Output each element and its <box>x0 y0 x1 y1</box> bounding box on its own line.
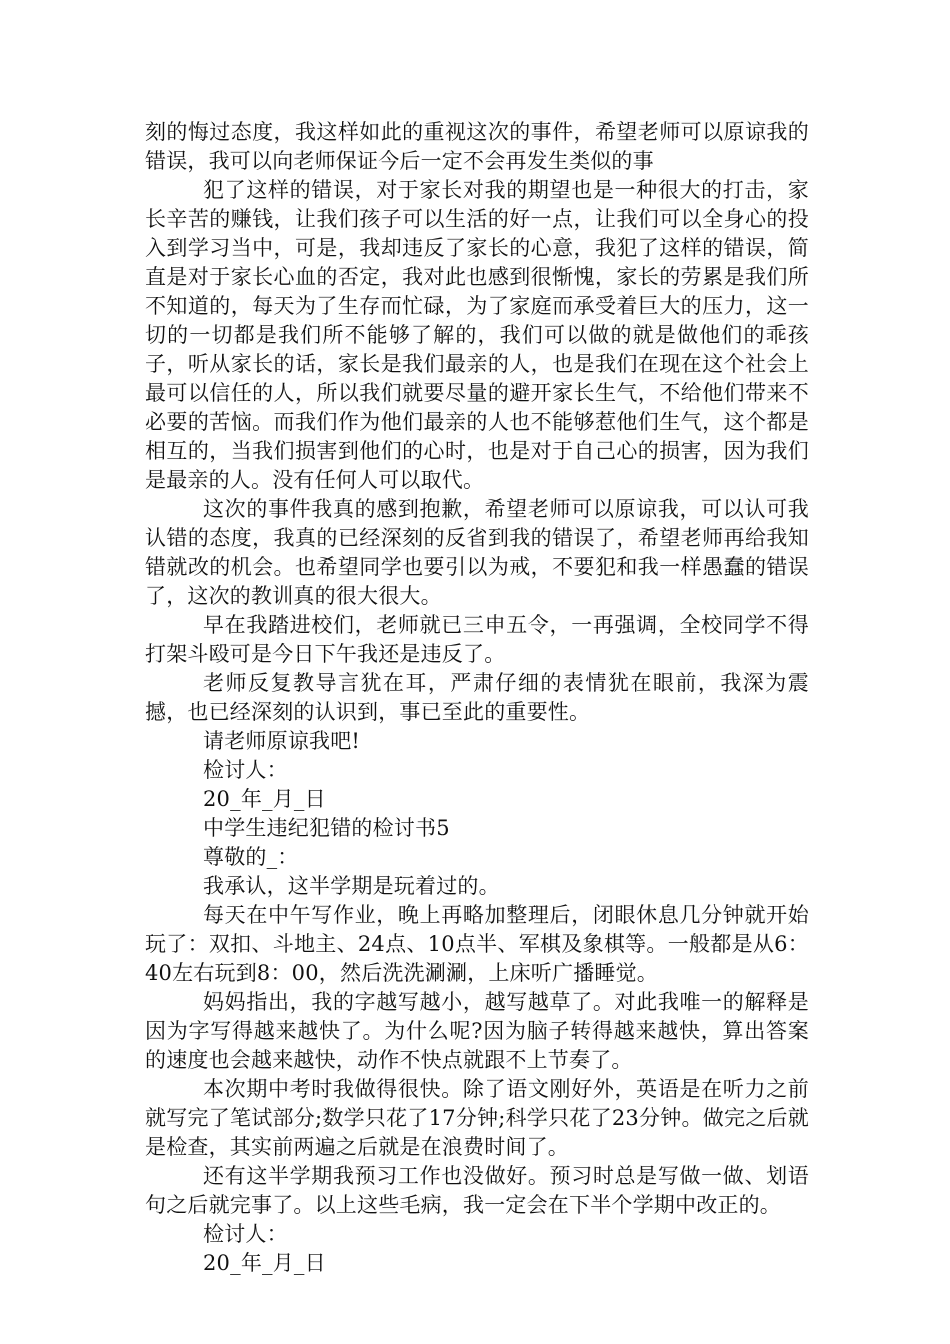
section-title: 中学生违纪犯错的检讨书5 <box>203 816 450 840</box>
paragraph-10: 还有这半学期我预习工作也没做好。预习时总是写做一做、划语句之后就完事了。以上这些毛病，我一定会在下半个学期中改正的。 <box>145 1164 809 1217</box>
paragraph-1: 刻的悔过态度，我这样如此的重视这次的事件，希望老师可以原谅我的错误，我可以向老师保证今后一定不会再发生类似的事 <box>145 120 809 173</box>
apology-line: 请老师原谅我吧! <box>203 729 361 753</box>
date-line: 20_年_月_日 <box>203 787 326 811</box>
paragraph-6: 我承认，这半学期是玩着过的。 <box>203 874 500 898</box>
paragraph-7: 每天在中午写作业，晚上再略加整理后，闭眼休息几分钟就开始玩了：双扣、斗地主、24点、10点半、军棋及象棋等。一般都是从6：40左右玩到8：00，然后洗洗涮涮，上床听广播睡觉。 <box>145 903 809 985</box>
paragraph-2: 犯了这样的错误，对于家长对我的期望也是一种很大的打击，家长辛苦的赚钱，让我们孩子可以生活的好一点，让我们可以全身心的投入到学习当中，可是，我却违反了家长的心意，我犯了这样的错误，简直是对于家长心血的否定，我对此也感到很惭愧，家长的劳累是我们所不知道的，每天为了生存而忙碌，为了家庭而承受着巨大的压力，这一切的一切都是我们所不能够了解的，我们可以做的就是做他们的乖孩子，听从家长的话，家长是我们最亲的人，也是我们在现在这个社会上最可以信任的人，所以我们就要尽量的避开家长生气，不给他们带来不必要的苦恼。而我们作为他们最亲的人也不能够惹他们生气，这个都是相互的，当我们损害到他们的心时，也是对于自己心的损害，因为我们是最亲的人。没有任何人可以取代。 <box>145 178 809 492</box>
salutation: 尊敬的_： <box>203 845 299 869</box>
signature-label: 检讨人： <box>203 758 288 782</box>
signature-label-2: 检讨人： <box>203 1222 288 1246</box>
paragraph-4: 早在我踏进校们，老师就已三申五令，一再强调，全校同学不得打架斗殴可是今日下午我还是违反了。 <box>145 613 809 666</box>
paragraph-5: 老师反复教导言犹在耳，严肃仔细的表情犹在眼前，我深为震撼，也已经深刻的认识到，事已至此的重要性。 <box>145 671 809 724</box>
date-line-2: 20_年_月_日 <box>203 1251 326 1275</box>
paragraph-9: 本次期中考时我做得很快。除了语文刚好外，英语是在听力之前就写完了笔试部分;数学只花了17分钟;科学只花了23分钟。做完之后就是检查，其实前两遍之后就是在浪费时间了。 <box>145 1077 809 1159</box>
paragraph-3: 这次的事件我真的感到抱歉，希望老师可以原谅我，可以认可我认错的态度，我真的已经深刻的反省到我的错误了，希望老师再给我知错就改的机会。也希望同学也要引以为戒，不要犯和我一样愚蠢的错误了，这次的教训真的很大很大。 <box>145 497 809 608</box>
paragraph-8: 妈妈指出，我的字越写越小，越写越草了。对此我唯一的解释是因为字写得越来越快了。为什么呢?因为脑子转得越来越快，算出答案的速度也会越来越快，动作不快点就跟不上节奏了。 <box>145 990 809 1072</box>
document-body <box>145 118 809 1278</box>
